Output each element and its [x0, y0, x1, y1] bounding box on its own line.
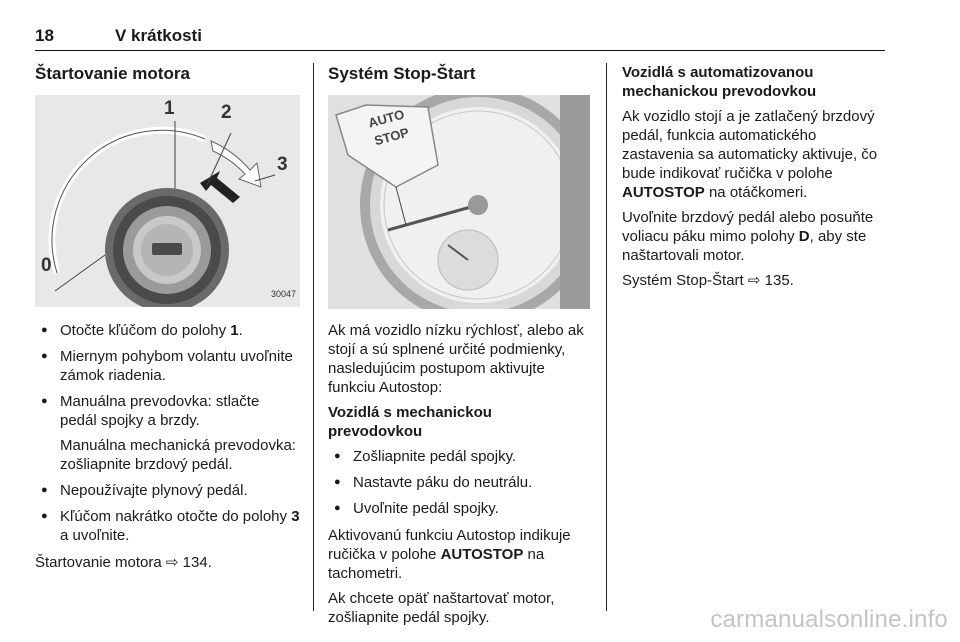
column-stop-start [328, 63, 590, 633]
page-number: 18 [35, 26, 54, 45]
list-item: ● Otočte kľúčom do polohy 1. [35, 321, 300, 340]
column-automated-gearbox [622, 63, 890, 296]
subheading-automated: Vozidlá s automatizovanou mechanickou prevodovkou [622, 64, 817, 100]
list-item: ● Kľúčom nakrátko otočte do polohy 3 a uvoľnite. [35, 507, 300, 545]
column-divider [313, 63, 314, 611]
column-divider [606, 63, 607, 611]
autostop-label-line1: AUTO [366, 106, 406, 131]
automated-activation-text: Ak vozidlo stojí a je zatlačený brzdový pedál, funkcia automatického zastavenia sa automaticky aktivuje, čo bude indikovať ručička v polohe AUTOSTOP na otáčkomeri. [622, 108, 878, 201]
automatic-gearbox-note: Manuálna mechanická prevodovka: zošliapnite brzdový pedál. [60, 437, 296, 473]
subheading-manual: Vozidlá s mechanickou prevodovkou [328, 404, 492, 440]
starting-steps-list [35, 321, 300, 430]
autostop-indicator-text: Aktivovanú funkciu Autostop indikuje ručička v polohe AUTOSTOP na tachometri. [328, 527, 571, 582]
page-header [35, 26, 885, 51]
ignition-switch-figure [35, 95, 300, 307]
cross-reference-starting[interactable]: Štartovanie motora ⇨ 134. [35, 554, 212, 571]
list-item: ● Nastavte páku do neutrálu. [328, 473, 590, 492]
tachometer-illustration [328, 95, 590, 309]
section-title: V krátkosti [115, 26, 202, 45]
arrow-right-icon: ⇨ [165, 554, 179, 571]
list-item: ● Manuálna prevodovka: stlačte pedál spojky a brzdy. [35, 392, 300, 430]
list-item: ● Miernym pohybom volantu uvoľnite zámok riadenia. [35, 347, 300, 385]
tachometer-figure [328, 95, 590, 309]
autostop-label-line2: STOP [372, 124, 411, 149]
restart-engine-text: Ak chcete opäť naštartovať motor, zošliapnite pedál spojky. [328, 590, 555, 626]
cross-reference-stop-start[interactable]: Systém Stop-Štart ⇨ 135. [622, 272, 794, 289]
heading-stop-start: Systém Stop-Štart [328, 64, 476, 83]
figure-code: 30047 [270, 289, 296, 299]
callout-3: 3 [277, 154, 288, 175]
arrow-right-icon: ⇨ [747, 272, 761, 289]
autostop-intro: Ak má vozidlo nízku rýchlosť, alebo ak stojí a sú splnené určité podmienky, nasledujúcim postupom aktivujte funkciu Autostop: [328, 322, 584, 396]
autostop-manual-steps [328, 447, 590, 518]
callout-1: 1 [164, 98, 175, 119]
column-starting-engine [35, 63, 300, 578]
callout-2: 2 [221, 102, 232, 123]
list-item: ● Uvoľnite pedál spojky. [328, 499, 590, 518]
list-item: ● Nepoužívajte plynový pedál. [35, 481, 300, 500]
list-item: ● Zošliapnite pedál spojky. [328, 447, 590, 466]
heading-starting-engine: Štartovanie motora [35, 64, 190, 83]
starting-steps-list-cont [35, 481, 300, 545]
ignition-switch-illustration [35, 95, 300, 307]
callout-0: 0 [41, 255, 52, 276]
automated-restart-text: Uvoľnite brzdový pedál alebo posuňte voliacu páku mimo polohy D, aby ste naštartovali motor. [622, 209, 874, 264]
watermark: carmanualsonline.info [710, 606, 948, 633]
